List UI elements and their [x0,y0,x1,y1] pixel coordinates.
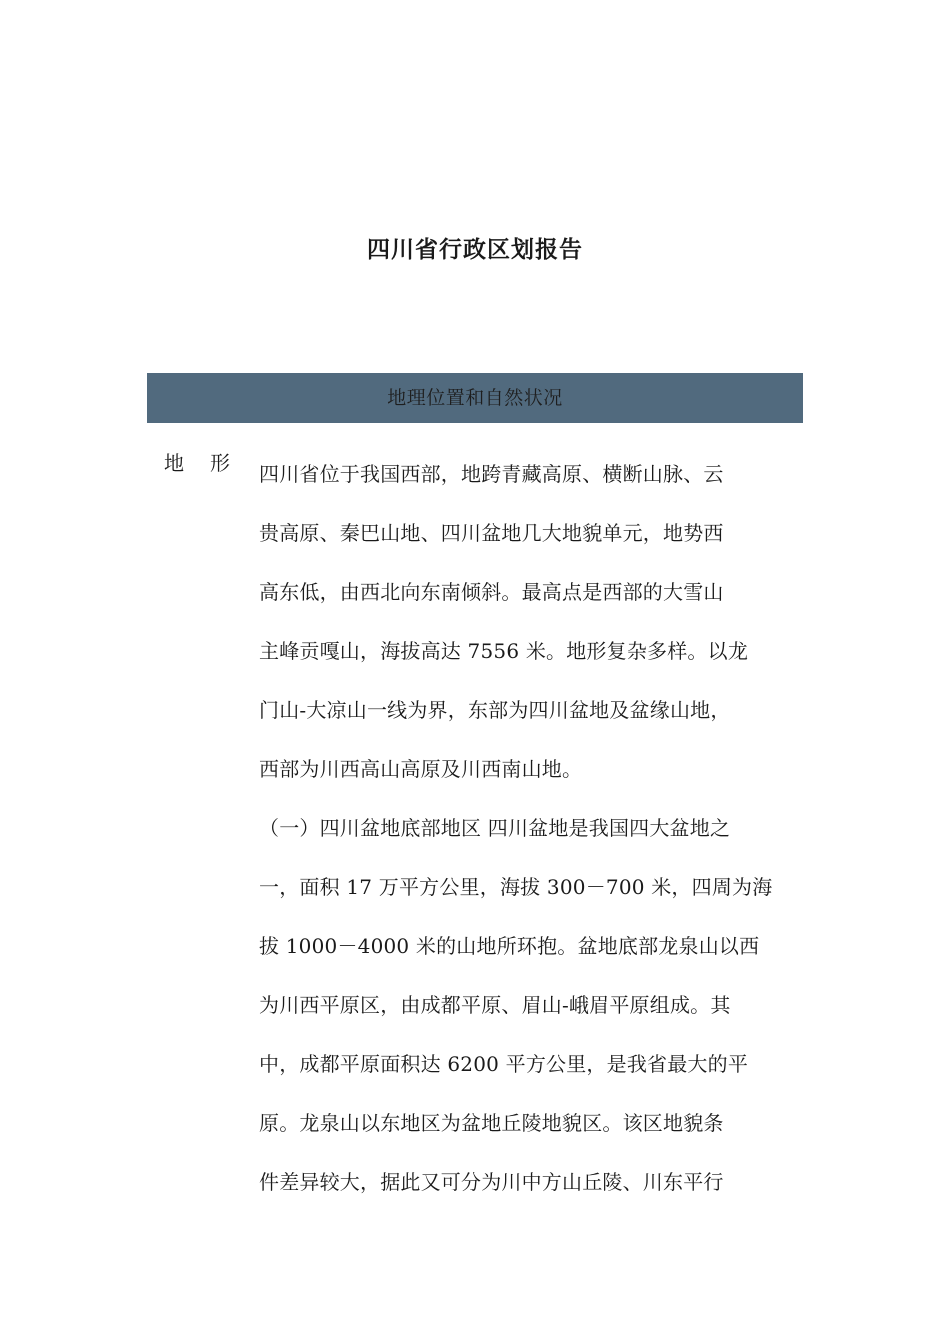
text-line: 原。龙泉山以东地区为盆地丘陵地貌区。该区地貌条 [259,1111,724,1135]
text-line: 一，面积 17 万平方公里，海拔 300－700 米，四周为海 [259,875,773,899]
text-line: 为川西平原区，由成都平原、眉山-峨眉平原组成。其 [259,993,731,1017]
text-line: 中，成都平原面积达 6200 平方公里，是我省最大的平 [259,1052,749,1076]
document-title: 四川省行政区划报告 [367,236,583,263]
section-heading-bar: 地理位置和自然状况 [147,373,803,423]
text-line: 件差异较大，据此又可分为川中方山丘陵、川东平行 [259,1170,724,1194]
text-line: 贵高原、秦巴山地、四川盆地几大地貌单元，地势西 [259,521,724,545]
text-line: 高东低，由西北向东南倾斜。最高点是西部的大雪山 [259,580,724,604]
text-line: 四川省位于我国西部，地跨青藏高原、横断山脉、云 [259,462,724,486]
text-line: （一）四川盆地底部地区 四川盆地是我国四大盆地之 [259,816,731,840]
row-label-terrain [164,448,230,478]
row-label-char-2: 形 [210,451,230,475]
text-line: 主峰贡嘎山，海拔高达 7556 米。地形复杂多样。以龙 [259,639,749,663]
row-label-char-1: 地 [164,451,184,475]
text-line: 拔 1000－4000 米的山地所环抱。盆地底部龙泉山以西 [259,934,760,958]
text-line: 西部为川西高山高原及川西南山地。 [259,757,583,781]
text-line: 门山-大凉山一线为界，东部为四川盆地及盆缘山地， [259,698,731,722]
paragraph-2 [259,799,795,1212]
paragraph-1 [259,445,795,799]
terrain-body-text [259,445,795,1212]
